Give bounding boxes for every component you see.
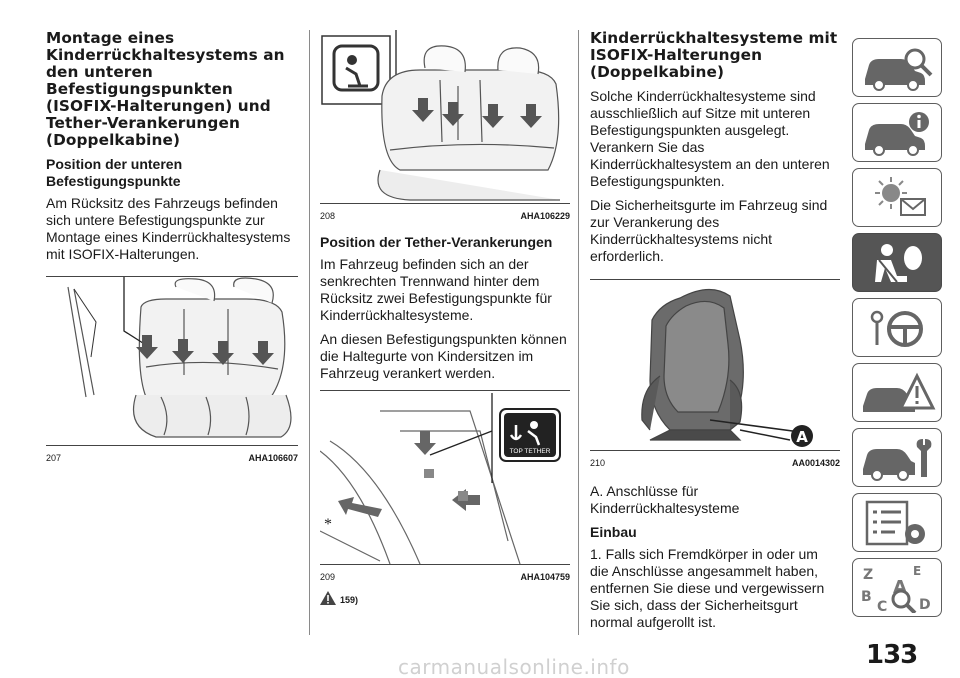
section-title: Montage eines Kinderrückhaltesystems an den unteren Befestigungspunkten (ISOFIX-Halterungen) und Tether-Verankerungen (Doppelkabine) (46, 29, 285, 149)
paragraph: Im Fahrzeug befinden sich an der senkrechten Trennwand hinter dem Rücksitz zwei Befestigungspunkte für Kinderrückhaltesysteme. (320, 256, 552, 323)
checklist-gear-icon (857, 498, 937, 548)
figure-number: 208 (320, 211, 336, 221)
index-letter: C (877, 598, 888, 613)
page-number: 133 (866, 640, 918, 670)
figure-210 (590, 279, 840, 451)
figure-code: AHA106229 (520, 211, 570, 221)
tab-technical-data[interactable] (852, 493, 942, 552)
callout-a-label: A (796, 428, 808, 446)
figure-legend: A. Anschlüsse für Kinderrückhaltesysteme (590, 483, 740, 516)
paragraph: An diesen Befestigungspunkten können die Haltegurte von Kindersitzen im Fahrzeug verankert werden. (320, 331, 567, 381)
child-seat-isofix-illustration (590, 280, 840, 450)
figure-207 (46, 276, 298, 446)
paragraph: Solche Kinderrückhaltesysteme sind ausschließlich auf Sitze mit unteren Befestigungspunkten ausgelegt. Verankern Sie das Kinderrückhaltesystem an den unteren Befestigungspunkten. (590, 88, 830, 189)
figure-caption (590, 457, 840, 469)
tab-getting-to-know-your-vehicle[interactable] (852, 38, 942, 97)
figure-code: AA0014302 (791, 458, 840, 468)
index-letter: A (893, 576, 907, 598)
car-wrench-icon (857, 433, 937, 483)
tab-index[interactable] (852, 558, 942, 617)
tab-servicing-and-care[interactable] (852, 428, 942, 487)
steering-wheel-key-icon (857, 303, 937, 353)
index-letter: E (913, 563, 922, 578)
figure-code: AHA104759 (520, 572, 570, 582)
watermark-text: carmanualsonline.info (398, 655, 630, 678)
figure-caption (320, 571, 570, 583)
rear-seat-isofix-top-illustration (320, 30, 570, 202)
tab-starting-and-driving[interactable] (852, 298, 942, 357)
alphabetical-index-icon (857, 563, 937, 613)
car-info-icon (857, 108, 937, 158)
column-1 (46, 30, 298, 476)
top-tether-label: TOP TETHER (509, 448, 551, 455)
figure-code: AHA106607 (248, 453, 298, 463)
index-letter: B (861, 588, 872, 605)
tab-safety[interactable] (852, 233, 942, 292)
warning-reference (320, 591, 570, 605)
rear-seat-isofix-illustration (46, 277, 298, 445)
figure-caption (320, 210, 570, 222)
paragraph: 1. Falls sich Fremdkörper in oder um die Anschlüsse angesammelt haben, entfernen Sie diese und vergewissern Sie sich, dass der Sicherheitsgurt normal aufgerollt ist. (590, 546, 825, 630)
section-title: Kinderrückhaltesysteme mit ISOFIX-Halterungen (Doppelkabine) (590, 29, 838, 81)
column-2 (320, 30, 570, 605)
subsection-title: Position der unteren Befestigungspunkte (46, 156, 183, 189)
car-magnifier-icon (857, 43, 937, 93)
tab-warning-lights[interactable] (852, 168, 942, 227)
warning-lights-icon (857, 173, 937, 223)
chapter-tabs (852, 38, 942, 623)
column-divider (309, 30, 310, 635)
paragraph: Am Rücksitz des Fahrzeugs befinden sich untere Befestigungspunkte zur Montage eines Kinderrückhaltesystems mit ISOFIX-Halterungen. (46, 195, 291, 262)
figure-number: 210 (590, 458, 606, 468)
figure-caption (46, 452, 298, 464)
column-3 (590, 30, 840, 638)
isofix-symbol-icon (322, 36, 390, 104)
paragraph: Die Sicherheitsgurte im Fahrzeug sind zur Verankerung des Kinderrückhaltesystems nicht erforderlich. (590, 197, 828, 264)
figure-number: 207 (46, 453, 62, 463)
column-divider (578, 30, 579, 635)
subsection-title: Einbau (590, 524, 637, 540)
figure-number: 209 (320, 572, 336, 582)
warning-triangle-icon (320, 591, 336, 605)
tab-in-an-emergency[interactable] (852, 363, 942, 422)
index-letter: D (919, 596, 931, 613)
car-warning-triangle-icon (857, 368, 937, 418)
top-tether-symbol-icon (500, 409, 560, 461)
airbag-passenger-icon (857, 238, 937, 288)
subsection-title: Position der Tether-Verankerungen (320, 234, 553, 250)
top-tether-anchor-illustration (320, 391, 570, 564)
index-letter: Z (863, 566, 874, 583)
figure-208 (320, 30, 570, 204)
figure-marker: * (324, 516, 332, 533)
tab-dashboard[interactable] (852, 103, 942, 162)
warning-reference-number: 159) (340, 595, 359, 605)
figure-209 (320, 390, 570, 565)
